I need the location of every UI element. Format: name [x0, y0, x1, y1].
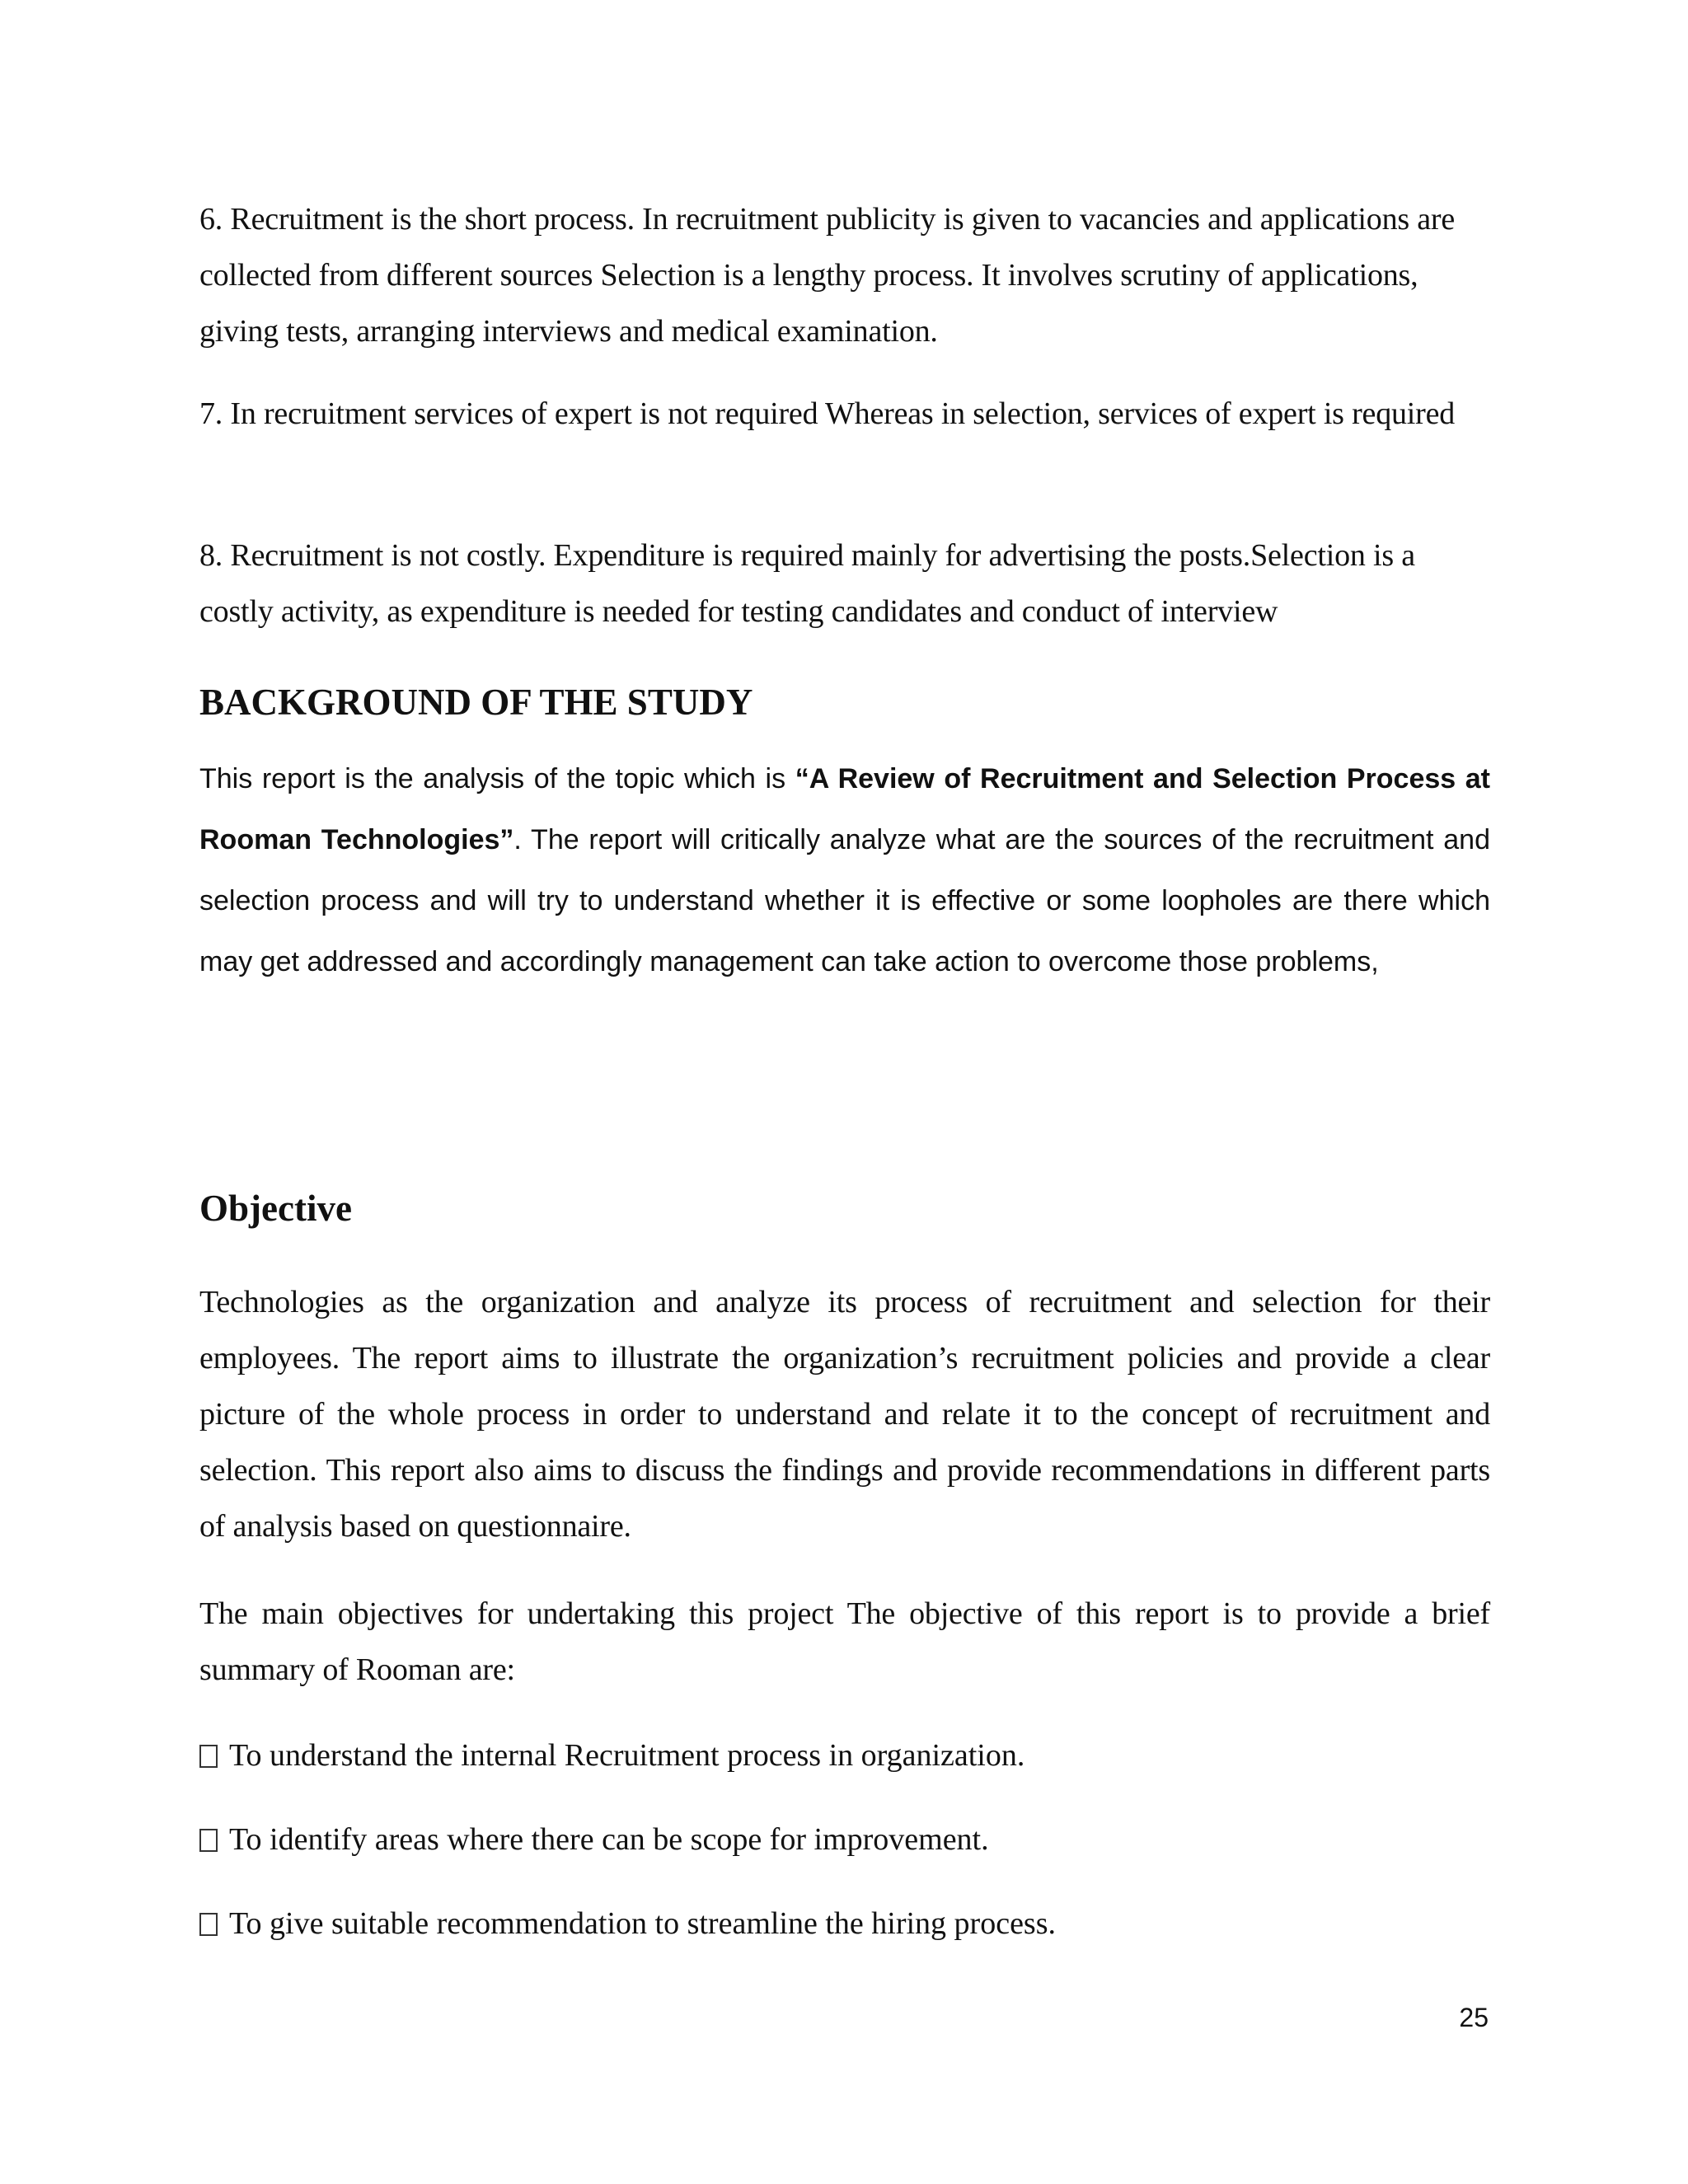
objective-paragraph-2: The main objectives for undertaking this project The objective of this report is to provide a brief summary of Rooman are: — [199, 1596, 1490, 1687]
point-text: Recruitment is not costly. Expenditure is required mainly for advertising the posts.Selection is a costly activity, as expenditure is needed for testing candidates and conduct of interview — [199, 538, 1415, 629]
page-number: 25 — [1459, 2003, 1489, 2032]
point-6 — [199, 191, 1490, 359]
point-text: In recruitment services of expert is not required Whereas in selection, services of expert is required — [230, 396, 1456, 431]
bullet-box-icon — [199, 1745, 218, 1768]
bullet-box-icon — [199, 1913, 218, 1936]
background-intro: This report is the analysis of the topic which is — [199, 763, 795, 794]
objective-paragraph-1: Technologies as the organization and analyze its process of recruitment and selection for their employees. The report aims to illustrate the organization’s recruitment policies and provide a clear picture of the whole process in order to understand and relate it to the concept of recruitment and selection. This report also aims to discuss the findings and provide recommendations in different parts of analysis based on questionnaire. — [199, 1285, 1490, 1544]
bullet-box-icon — [199, 1829, 218, 1852]
bullet-text: To understand the internal Recruitment process in organization. — [229, 1738, 1025, 1773]
bullet-text: To give suitable recommendation to streamline the hiring process. — [229, 1906, 1057, 1941]
objective-bullet — [199, 1899, 1490, 1948]
point-number: 6. — [199, 202, 223, 237]
point-8 — [199, 527, 1490, 640]
objective-bullet — [199, 1731, 1490, 1780]
background-rest: . The report will critically analyze what are the sources of the recruitment and selection process and will try to understand whether it is effective or some loopholes are there which may get addressed and accordingly management can take action to overcome those problems, — [199, 824, 1490, 977]
bullet-text: To identify areas where there can be scope for improvement. — [229, 1822, 989, 1857]
point-number: 8. — [199, 538, 223, 573]
report-topic-title: “A Review of Recruitment and Selection Process at Rooman Technologies” — [199, 763, 1491, 855]
background-paragraph — [199, 748, 1490, 992]
objective-bullet — [199, 1815, 1490, 1864]
background-heading: BACKGROUND OF THE STUDY — [199, 682, 753, 723]
point-7 — [199, 386, 1490, 442]
point-text: Recruitment is the short process. In recruitment publicity is given to vacancies and applications are collected from different sources Selection is a lengthy process. It involves scrutiny of applications, giving tests, arranging interviews and medical examination. — [199, 202, 1456, 349]
point-number: 7. — [199, 396, 223, 431]
objective-heading: Objective — [199, 1188, 352, 1229]
